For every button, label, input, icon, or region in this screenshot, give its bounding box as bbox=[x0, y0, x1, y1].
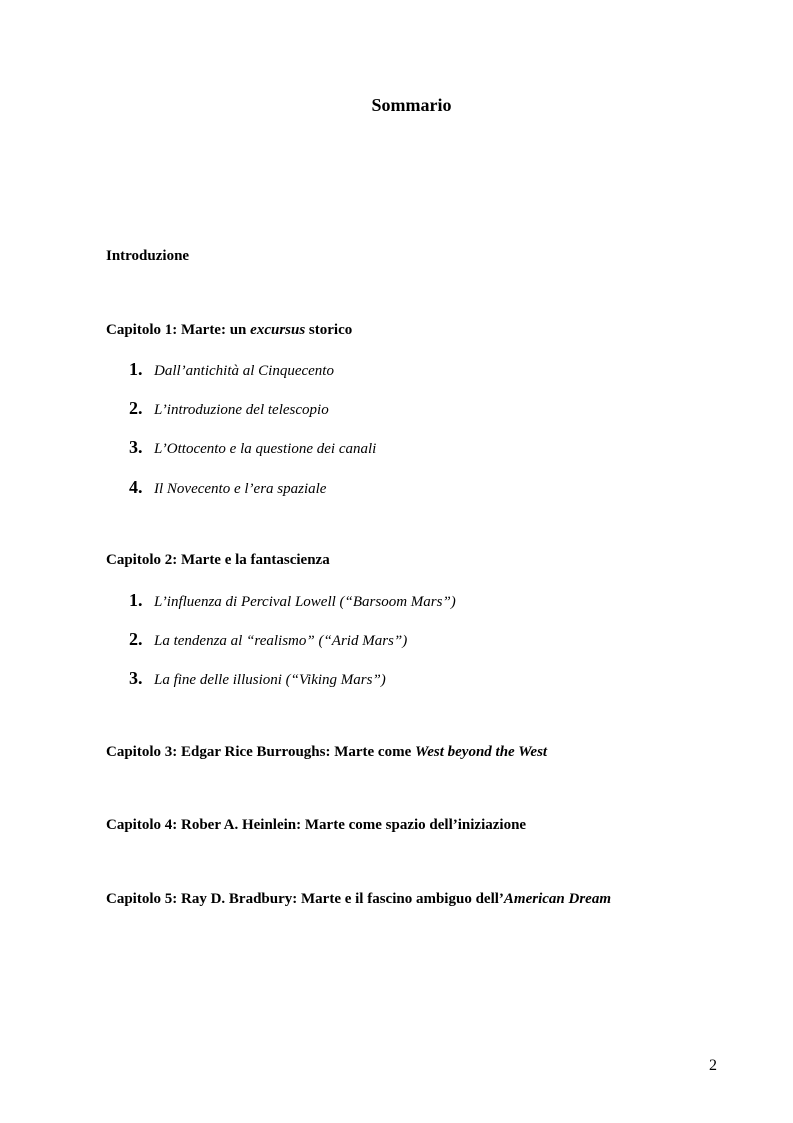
toc-chapter-1-item bbox=[129, 477, 326, 498]
item-number: 1. bbox=[129, 590, 143, 610]
toc-chapter-3 bbox=[106, 744, 547, 761]
chapter-1-prefix: Capitolo 1: Marte: un bbox=[106, 322, 251, 338]
item-number: 2. bbox=[129, 398, 143, 418]
toc-chapter-5 bbox=[106, 891, 611, 908]
toc-chapter-1-item bbox=[129, 398, 329, 419]
chapter-3-emphasis: West beyond the West bbox=[415, 744, 548, 760]
toc-chapter-4: Capitolo 4: Rober A. Heinlein: Marte come spazio dell’iniziazione bbox=[106, 817, 527, 833]
item-number: 3. bbox=[129, 437, 143, 457]
item-text: La tendenza al “realismo” (“Arid Mars”) bbox=[154, 633, 408, 649]
item-text: La fine delle illusioni (“Viking Mars”) bbox=[154, 672, 386, 688]
chapter-3-prefix: Capitolo 3: Edgar Rice Burroughs: Marte come bbox=[106, 744, 415, 760]
item-number: 2. bbox=[129, 629, 143, 649]
item-text: Il Novecento e l’era spaziale bbox=[154, 481, 327, 497]
item-number: 1. bbox=[129, 359, 143, 379]
toc-introduction: Introduzione bbox=[106, 248, 190, 264]
item-text: Dall’antichità al Cinquecento bbox=[154, 363, 334, 379]
toc-chapter-1-item bbox=[129, 437, 376, 458]
toc-chapter-1 bbox=[106, 322, 352, 339]
chapter-1-suffix: storico bbox=[305, 322, 353, 338]
item-number: 4. bbox=[129, 477, 143, 497]
toc-chapter-1-item bbox=[129, 359, 334, 380]
toc-chapter-2-item bbox=[129, 590, 456, 611]
item-number: 3. bbox=[129, 668, 143, 688]
page-number: 2 bbox=[709, 1057, 717, 1074]
chapter-5-prefix: Capitolo 5: Ray D. Bradbury: Marte e il fascino ambiguo dell’ bbox=[106, 891, 504, 907]
chapter-5-emphasis: American Dream bbox=[503, 891, 611, 907]
page-title: Sommario bbox=[371, 95, 452, 115]
item-text: L’introduzione del telescopio bbox=[154, 402, 329, 418]
item-text: L’Ottocento e la questione dei canali bbox=[154, 441, 377, 457]
toc-chapter-2-item bbox=[129, 629, 407, 650]
toc-chapter-2-item bbox=[129, 668, 386, 689]
chapter-1-emphasis: excursus bbox=[250, 322, 306, 338]
item-text: L’influenza di Percival Lowell (“Barsoom Mars”) bbox=[154, 594, 456, 610]
toc-chapter-2: Capitolo 2: Marte e la fantascienza bbox=[106, 552, 330, 568]
